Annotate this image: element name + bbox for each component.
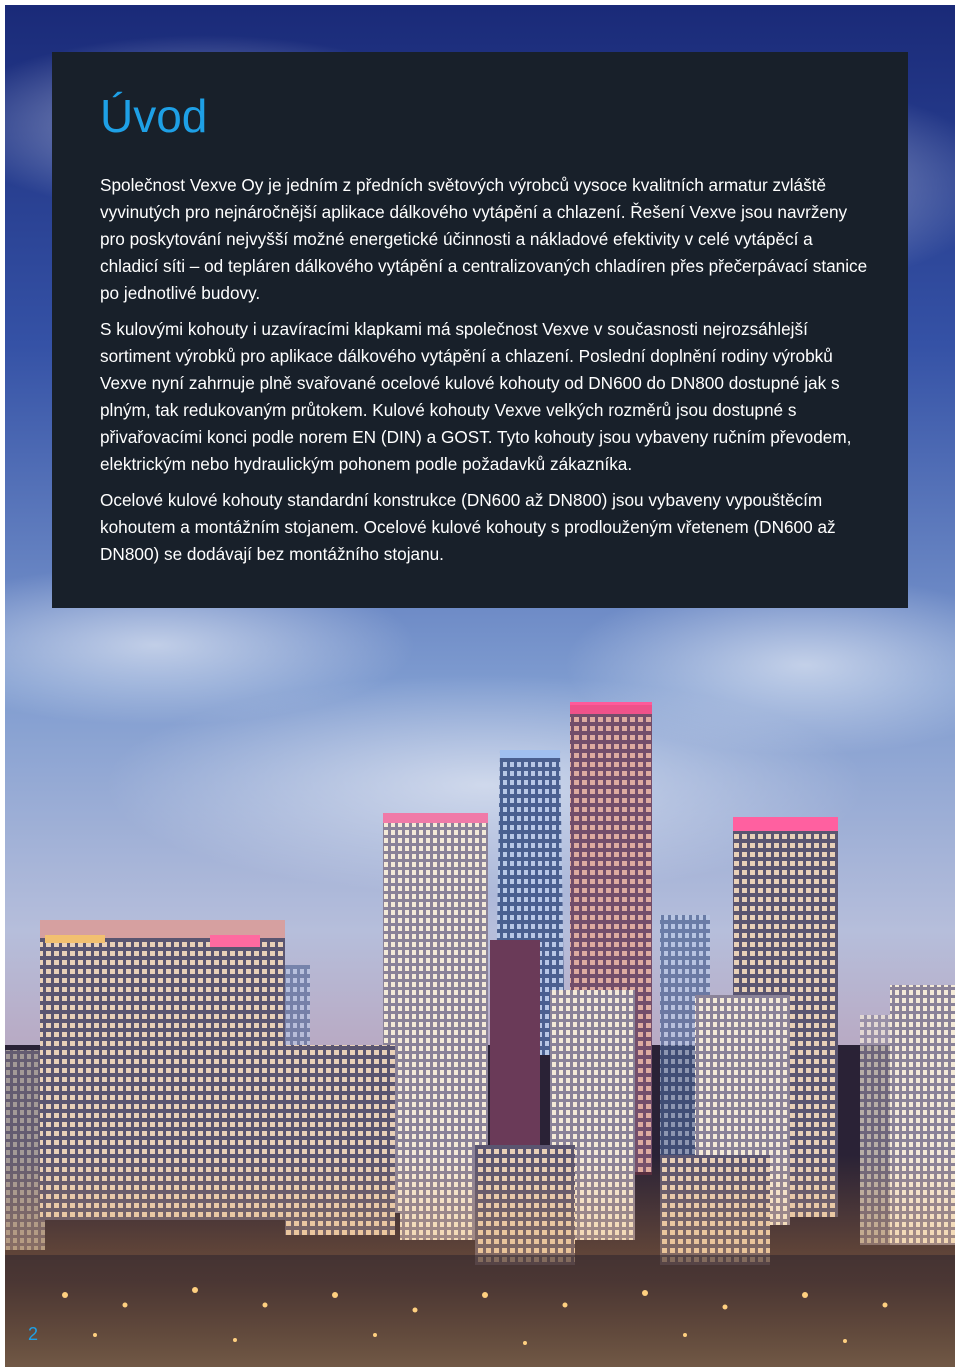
paragraph: S kulovými kohouty i uzavíracími klapkami má společnost Vexve v současnosti nejrozsáhlejší sortiment výrobků pro aplikace dálkového vytápění a chlazení. Poslední doplnění rodiny výrobků Vexve nyní zahrnuje plně svařované ocelové kulové kohouty od DN600 do DN800 dostupné jak s plným, tak redukovaným průtokem. Kulové kohouty Vexve velkých rozměrů jsou dostupné s přivařovacími konci podle norem EN (DIN) a GOST. Tyto kohouty jsou vybaveny ručním převodem, elektrickým nebo hydraulickým pohonem podle požadavků zákazníka. — [100, 319, 852, 474]
page-number: 2 — [28, 1324, 39, 1344]
page-title: Úvod — [100, 90, 208, 142]
paragraph: Společnost Vexve Oy je jedním z předních světových výrobců vysoce kvalitních armatur zvláště vyvinutých pro nejnáročnější aplikace dálkového vytápění a chlazení. Řešení Vexve jsou navrženy pro poskytování nejvyšší možné energetické účinnosti a nákladové efektivity v celé vytápěcí a chladicí síti – od tepláren dálkového vytápění a centralizovaných chladíren přes přečerpávací stanice po jednotlivé budovy. — [100, 175, 868, 303]
paragraph: Ocelové kulové kohouty standardní konstrukce (DN600 až DN800) jsou vybaveny vypouštěcím kohoutem a montážním stojanem. Ocelové kulové kohouty s prodlouženým vřetenem (DN600 až DN800) se dodávají bez montážního stojanu. — [100, 490, 836, 564]
intro-body — [100, 172, 870, 577]
intro-text-panel — [52, 52, 908, 608]
